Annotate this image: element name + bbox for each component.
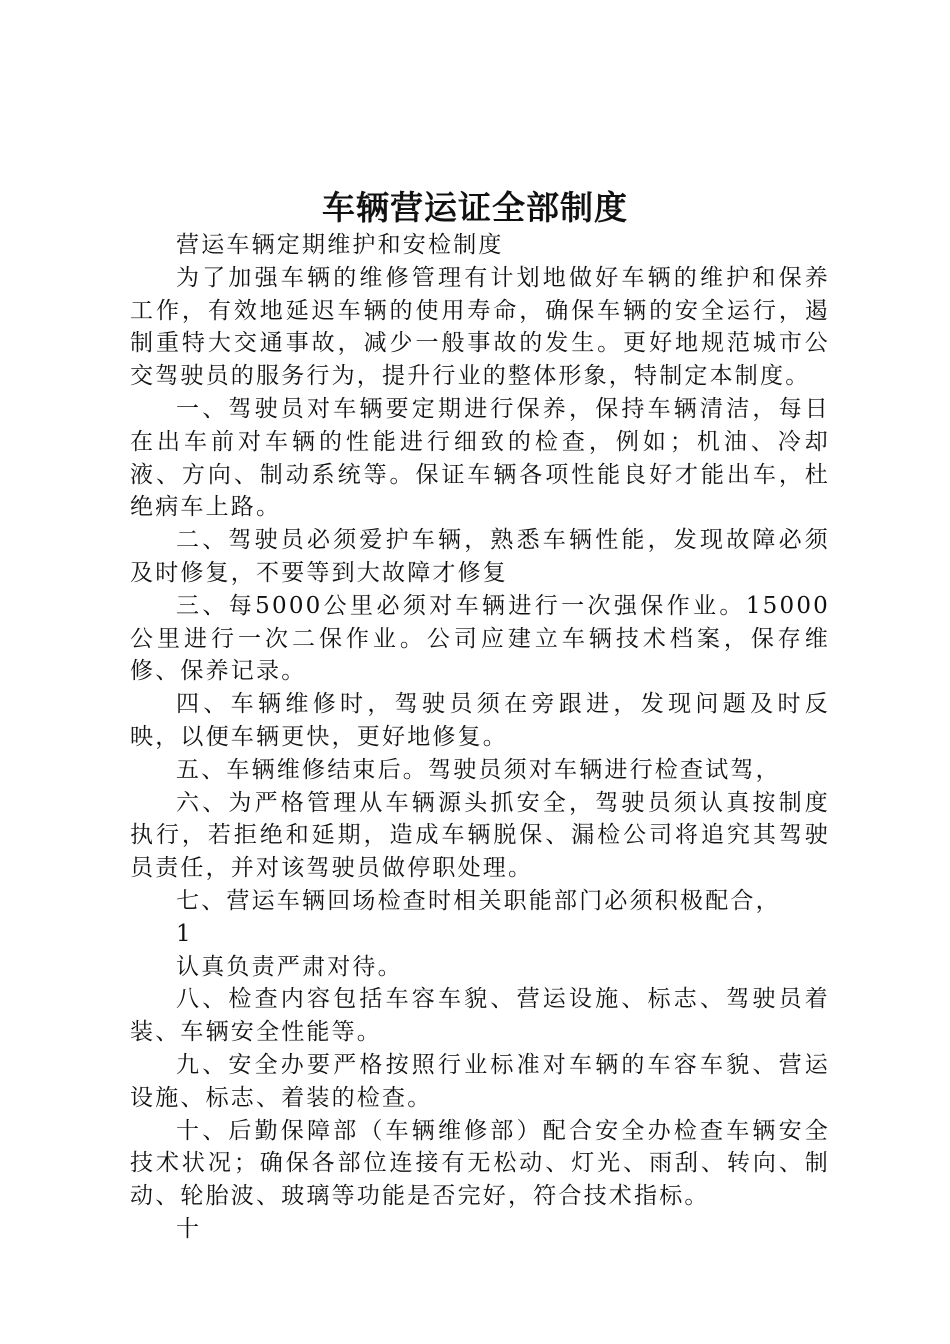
paragraph-item-1: 一、驾驶员对车辆要定期进行保养，保持车辆清洁，每日在出车前对车辆的性能进行细致的检查，例如；机油、冷却液、方向、制动系统等。保证车辆各项性能良好才能出车，杜绝病车上路。 [130,395,830,521]
document-body [130,229,830,1246]
paragraph-item-6: 六、为严格管理从车辆源头抓安全，驾驶员须认真按制度执行，若拒绝和延期，造成车辆脱保、漏检公司将追究其驾驶员责任，并对该驾驶员做停职处理。 [130,789,830,882]
document-title: 车辆营运证全部制度 [322,188,628,227]
paragraph-item-8: 八、检查内容包括车容车貌、营运设施、标志、驾驶员着装、车辆安全性能等。 [130,986,830,1046]
paragraph-item-7-continued: 认真负责严肃对待。 [176,953,403,980]
paragraph-item-4: 四、车辆维修时，驾驶员须在旁跟进，发现问题及时反映，以便车辆更快，更好地修复。 [130,691,830,750]
paragraph-section-heading: 营运车辆定期维护和安检制度 [176,232,504,258]
paragraph-item-3: 三、每5000公里必须对车辆进行一次强保作业。15000公里进行一次二保作业。公司应建立车辆技术档案，保存维修、保养记录。 [130,592,830,685]
page-number: 1 [176,920,193,947]
paragraph-item-2: 二、驾驶员必须爱护车辆，熟悉车辆性能，发现故障必须及时修复，不要等到大故障才修复 [130,527,830,586]
paragraph-item-11-fragment: 十 [176,1215,202,1242]
paragraph-item-7: 七、营运车辆回场检查时相关职能部门必须积极配合， [176,887,781,914]
paragraph-intro: 为了加强车辆的维修管理有计划地做好车辆的维护和保养工作，有效地延迟车辆的使用寿命，确保车辆的安全运行，遏制重特大交通事故，减少一般事故的发生。更好地规范城市公交驾驶员的服务行为，提升行业的整体形象，特制定本制度。 [130,264,830,390]
paragraph-item-5: 五、车辆维修结束后。驾驶员须对车辆进行检查试驾， [176,756,781,783]
paragraph-item-10: 十、后勤保障部（车辆维修部）配合安全办检查车辆安全技术状况；确保各部位连接有无松动、灯光、雨刮、转向、制动、轮胎波、玻璃等功能是否完好，符合技术指标。 [130,1117,830,1210]
paragraph-item-9: 九、安全办要严格按照行业标准对车辆的车容车貌、营运设施、标志、着装的检查。 [130,1051,830,1111]
